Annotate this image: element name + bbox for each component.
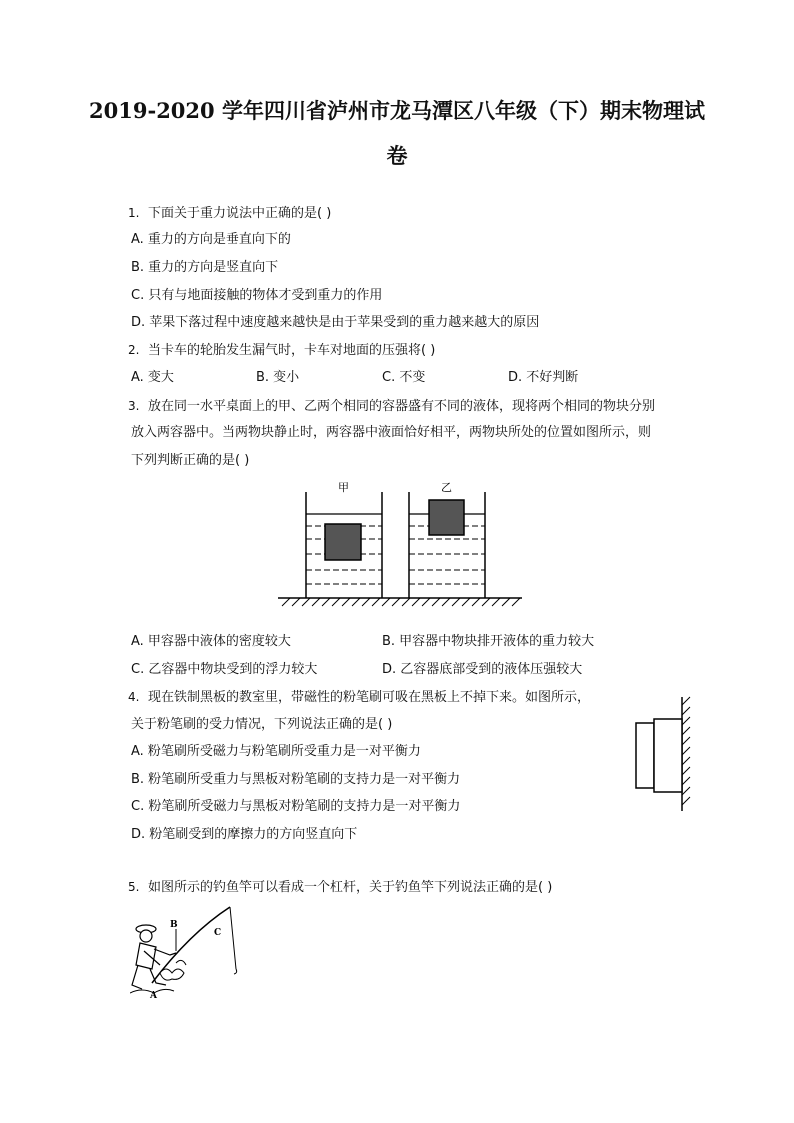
q3-option-b: B. 甲容器中物块排开液体的重力较大	[382, 634, 595, 649]
paper-title-line2: 卷	[386, 143, 408, 168]
q4-stem-line1	[128, 688, 590, 707]
q2-stem-line	[128, 341, 435, 360]
q5-stem: 如图所示的钓鱼竿可以看成一个杠杆，关于钓鱼竿下列说法正确的是( )	[148, 880, 553, 895]
q2-option-d: D. 不好判断	[508, 370, 579, 385]
q1-option-c: C. 只有与地面接触的物体才受到重力的作用	[131, 288, 383, 303]
q4-option-d: D. 粉笔刷受到的摩擦力的方向竖直向下	[131, 827, 358, 842]
q1-stem-line	[128, 204, 331, 223]
q3-stem-line2: 放入两容器中。当两物块静止时，两容器中液面恰好相平，两物块所处的位置如图所示，则	[131, 425, 652, 440]
q2-option-c: C. 不变	[382, 370, 426, 385]
q2-option-a: A. 变大	[131, 370, 174, 385]
label-a: A	[150, 991, 157, 1001]
q2-option-b: B. 变小	[256, 370, 300, 385]
q1-option-b: B. 重力的方向是竖直向下	[131, 260, 279, 275]
q3-number: 3.	[128, 399, 140, 413]
label-yi: 乙	[441, 481, 452, 494]
eraser-handle	[636, 723, 654, 788]
q1-option-a: A. 重力的方向是垂直向下的	[131, 232, 291, 247]
label-c: C	[214, 928, 222, 938]
q3-option-a: A. 甲容器中液体的密度较大	[131, 634, 291, 649]
paper-title-line1: 2019-2020 学年四川省泸州市龙马潭区八年级（下）期末物理试	[89, 98, 705, 123]
q4-chalk-eraser-figure	[632, 695, 700, 813]
eraser-pad	[654, 719, 682, 792]
q3-stem-line3: 下列判断正确的是( )	[131, 453, 250, 468]
block-jia	[325, 524, 361, 560]
label-jia: 甲	[338, 481, 349, 494]
q4-option-a: A. 粉笔刷所受磁力与粉笔刷所受重力是一对平衡力	[131, 744, 421, 759]
q3-option-c: C. 乙容器中物块受到的浮力较大	[131, 662, 318, 677]
label-b: B	[170, 920, 178, 930]
q4-stem-text1: 现在铁制黑板的教室里，带磁性的粉笔刷可吸在黑板上不掉下来。如图所示，	[148, 690, 591, 705]
q1-number: 1.	[128, 206, 140, 220]
q5-number: 5.	[128, 880, 140, 894]
q4-stem-line2: 关于粉笔刷的受力情况，下列说法正确的是( )	[131, 717, 393, 732]
q5-stem-line	[128, 878, 552, 897]
q3-stem-line1	[128, 397, 655, 416]
q4-number: 4.	[128, 690, 140, 704]
container-jia	[306, 492, 382, 598]
q4-option-b: B. 粉笔刷所受重力与黑板对粉笔刷的支持力是一对平衡力	[131, 772, 461, 787]
q3-stem-text1: 放在同一水平桌面上的甲、乙两个相同的容器盛有不同的液体，现将两个相同的物块分别	[148, 399, 656, 414]
q2-number: 2.	[128, 343, 140, 357]
q1-option-d: D. 苹果下落过程中速度越来越快是由于苹果受到的重力越来越大的原因	[131, 315, 540, 330]
q1-stem: 下面关于重力说法中正确的是( )	[148, 206, 332, 221]
container-yi	[409, 492, 485, 598]
block-yi	[429, 500, 464, 535]
q2-stem: 当卡车的轮胎发生漏气时，卡车对地面的压强将( )	[148, 343, 436, 358]
q4-option-c: C. 粉笔刷所受磁力与黑板对粉笔刷的支持力是一对平衡力	[131, 799, 461, 814]
q5-fishing-rod-figure	[130, 903, 248, 1001]
q3-option-d: D. 乙容器底部受到的液体压强较大	[382, 662, 583, 677]
q3-containers-figure	[278, 476, 522, 610]
